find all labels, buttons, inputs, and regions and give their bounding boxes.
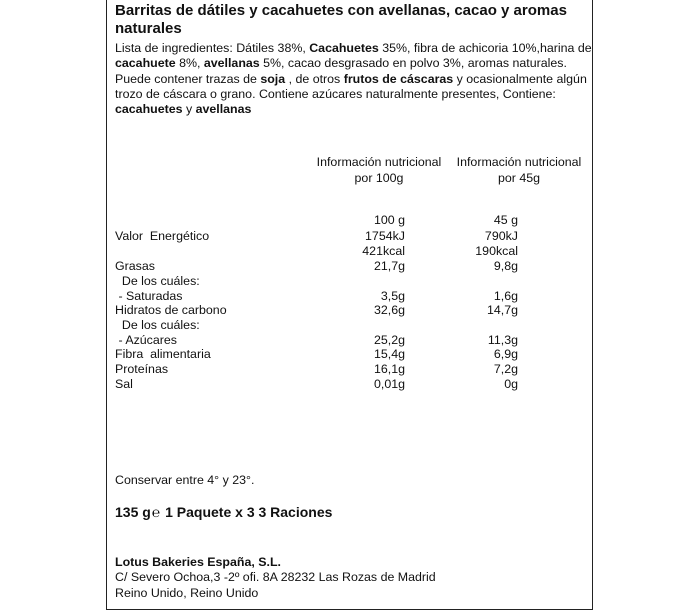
net-weight: 135 g (115, 504, 151, 520)
ingredient-text: 35%, fibra de achicoria 10%,harina de (378, 41, 592, 55)
nutrition-row-label: Valor Energético (115, 229, 210, 243)
nutrition-value-100g: 100 g (373, 213, 405, 227)
ingredient-text: Lista de ingredientes: Dátiles 38%, (115, 41, 310, 55)
nutrition-value-45g: 7,2g (493, 362, 518, 376)
nutrition-row-label: De los cuáles: (115, 274, 200, 288)
net-quantity (115, 504, 332, 520)
nutrition-value-45g: 14,7g (486, 303, 518, 317)
nutrition-header-45g (443, 155, 595, 186)
nutrition-row-label: Hidratos de carbono (115, 303, 227, 317)
ingredient-text: , de otros (285, 71, 344, 86)
nutrition-value-45g: 1,6g (493, 289, 518, 303)
ingredient-allergen: frutos de cáscaras (343, 71, 454, 86)
nutrition-value-100g: 32,6g (373, 303, 405, 317)
nutrition-value-100g: 15,4g (373, 347, 405, 361)
pack-info: 1 Paquete x 3 3 Raciones (165, 504, 333, 520)
ingredient-text: 8%, (175, 56, 204, 71)
nutrition-value-100g: 421kcal (362, 244, 405, 258)
ingredient-text: 5%, cacao desgrasado en polvo 3%, aromas naturales. Puede contener trazas de (115, 56, 567, 86)
nutrition-value-100g: 0,01g (373, 377, 405, 391)
nutrition-value-100g: 21,7g (373, 259, 405, 273)
ingredients-list (115, 41, 593, 117)
nutrition-header-100g (303, 155, 455, 186)
ingredient-text: y ocasionalmente algún trozo de cáscara o grano. Contiene azúcares naturalmente presentes, Contiene: (115, 71, 587, 101)
nutrition-row-label: Proteínas (115, 362, 169, 376)
nutrition-value-45g: 190kcal (475, 244, 518, 258)
nutrition-row-label: Sal (115, 377, 133, 391)
nutrition-value-45g: 0g (504, 377, 518, 391)
nutrition-row-label: Grasas (115, 259, 155, 273)
ingredient-allergen: soja (260, 71, 286, 86)
nutrition-value-45g: 6,9g (493, 347, 518, 361)
ingredient-text: y (182, 102, 196, 117)
nutrition-row-label: - Saturadas (115, 289, 183, 303)
nutrition-value-100g: 1754kJ (365, 229, 405, 243)
ingredient-allergen: cacahuetes (115, 102, 183, 117)
nutrition-value-100g: 3,5g (380, 289, 405, 303)
nutrition-value-100g: 16,1g (373, 362, 405, 376)
nutrition-row-label: - Azúcares (115, 333, 177, 347)
nutrition-value-45g: 9,8g (493, 259, 518, 273)
product-title: Barritas de dátiles y cacahuetes con avellanas, cacao y aromas naturales (115, 2, 567, 37)
nutrition-header-45g-line2: por 45g (497, 170, 541, 185)
ingredient-allergen: avellanas (195, 102, 252, 117)
company-country: Reino Unido, Reino Unido (115, 586, 259, 600)
nutrition-header-100g-line2: por 100g (354, 170, 404, 185)
nutrition-row-label: Fibra alimentaria (115, 347, 211, 361)
ingredient-allergen: Cacahuetes (309, 41, 379, 55)
company-address: C/ Severo Ochoa,3 -2º ofi. 8A 28232 Las Rozas de Madrid (115, 570, 436, 584)
nutrition-value-45g: 45 g (493, 213, 518, 227)
ingredient-allergen: avellanas (203, 56, 260, 71)
nutrition-value-100g: 25,2g (373, 333, 405, 347)
nutrition-header-100g-line1: Información nutricional (316, 155, 442, 169)
nutrition-row-label: De los cuáles: (115, 318, 200, 332)
storage-note: Conservar entre 4° y 23°. (115, 473, 255, 487)
company-name: Lotus Bakeries España, S.L. (115, 555, 281, 569)
estimated-sign-icon: ℮ (151, 504, 161, 520)
nutrition-header-45g-line1: Información nutricional (456, 155, 582, 169)
nutrition-value-45g: 11,3g (487, 333, 518, 347)
nutrition-value-45g: 790kJ (484, 229, 518, 243)
ingredient-allergen: cacahuete (115, 56, 176, 71)
